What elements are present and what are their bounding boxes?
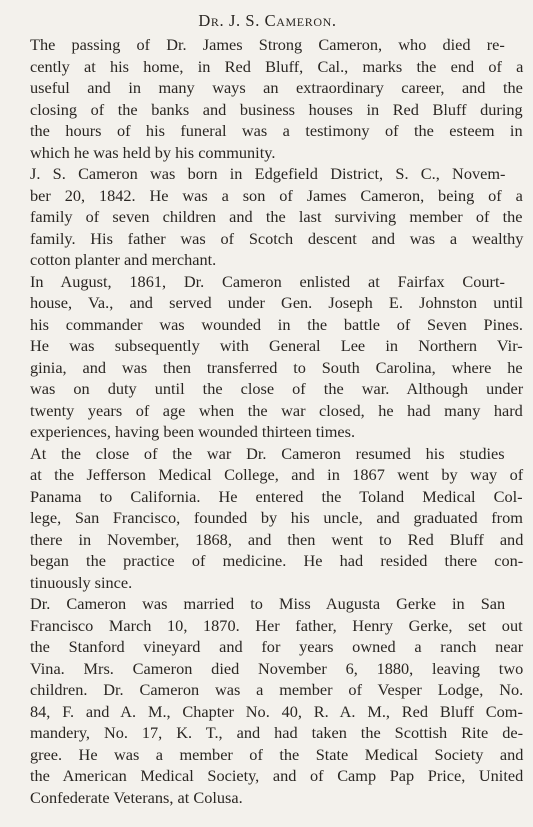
text-line: mandery, No. 17, K. T., and had taken the Scottish Rite de-	[30, 723, 524, 742]
text-line: Panama to California. He entered the Toland Medical Col-	[30, 486, 523, 506]
text-line: which he was held by his community.	[30, 142, 276, 162]
text-line: children. Dr. Cameron was a member of Vesper Lodge, No.	[30, 680, 524, 699]
text-line: cotton planter and merchant.	[30, 250, 217, 269]
paragraph	[12, 271, 523, 443]
text-line: lege, San Francisco, founded by his uncle, and graduated from	[30, 508, 523, 527]
text-line: useful and in many ways an extraordinary career, and the	[30, 78, 523, 97]
text-line: his commander was wounded in the battle of Seven Pines.	[30, 314, 523, 334]
paragraph	[12, 593, 523, 808]
text-line: ginia, and was then transferred to South Carolina, where he	[30, 357, 523, 377]
text-line: J. S. Cameron was born in Edgefield District, S. C., Novem-	[30, 164, 506, 183]
text-line: Vina. Mrs. Cameron died November 6, 1880, leaving two	[30, 658, 524, 678]
text-line: He was subsequently with General Lee in Northern Vir-	[30, 336, 523, 355]
text-line: tinuously since.	[30, 572, 133, 592]
text-line: The passing of Dr. James Strong Cameron, who died re-	[30, 35, 505, 54]
text-line: there in November, 1868, and then went to Red Bluff and	[30, 529, 524, 549]
text-line: began the practice of medicine. He had resided there con-	[30, 551, 524, 570]
text-line: the hours of his funeral was a testimony of the esteem in	[30, 121, 523, 140]
article-body	[12, 34, 523, 808]
text-line: cently at his home, in Red Bluff, Cal., marks the end of a	[30, 56, 524, 76]
text-line: At the close of the war Dr. Cameron resumed his studies	[30, 443, 505, 463]
text-line: family of seven children and the last surviving member of the	[30, 207, 523, 226]
text-line: 84, F. and A. M., Chapter No. 40, R. A. M., Red Bluff Com-	[30, 701, 523, 721]
text-line: the American Medical Society, and of Camp Pap Price, United	[30, 766, 524, 785]
text-line: twenty years of age when the war closed, he had many hard	[30, 400, 523, 420]
paragraph	[12, 34, 523, 163]
text-line: Dr. Cameron was married to Miss Augusta Gerke in San	[30, 594, 506, 613]
text-line: Francisco March 10, 1870. Her father, Henry Gerke, set out	[30, 615, 523, 635]
text-line: the Stanford vineyard and for years owned a ranch near	[30, 637, 524, 656]
text-line: In August, 1861, Dr. Cameron enlisted at Fairfax Court-	[30, 271, 505, 291]
text-line: ber 20, 1842. He was a son of James Cameron, being of a	[30, 185, 523, 205]
text-line: house, Va., and served under Gen. Joseph E. Johnston until	[30, 293, 524, 312]
text-line: was on duty until the close of the war. Although under	[30, 379, 524, 398]
text-line: gree. He was a member of the State Medical Society and	[30, 744, 524, 764]
article-title: Dr. J. S. Cameron.	[198, 11, 337, 30]
paragraph	[12, 163, 523, 271]
text-line: at the Jefferson Medical College, and in 1867 went by way of	[30, 465, 524, 484]
text-line: family. His father was of Scotch descent and was a wealthy	[30, 228, 524, 248]
text-line: closing of the banks and business houses in Red Bluff during	[30, 99, 523, 119]
paragraph	[12, 443, 523, 594]
text-line: Confederate Veterans, at Colusa.	[30, 787, 243, 807]
text-line: experiences, having been wounded thirteen times.	[30, 422, 356, 441]
